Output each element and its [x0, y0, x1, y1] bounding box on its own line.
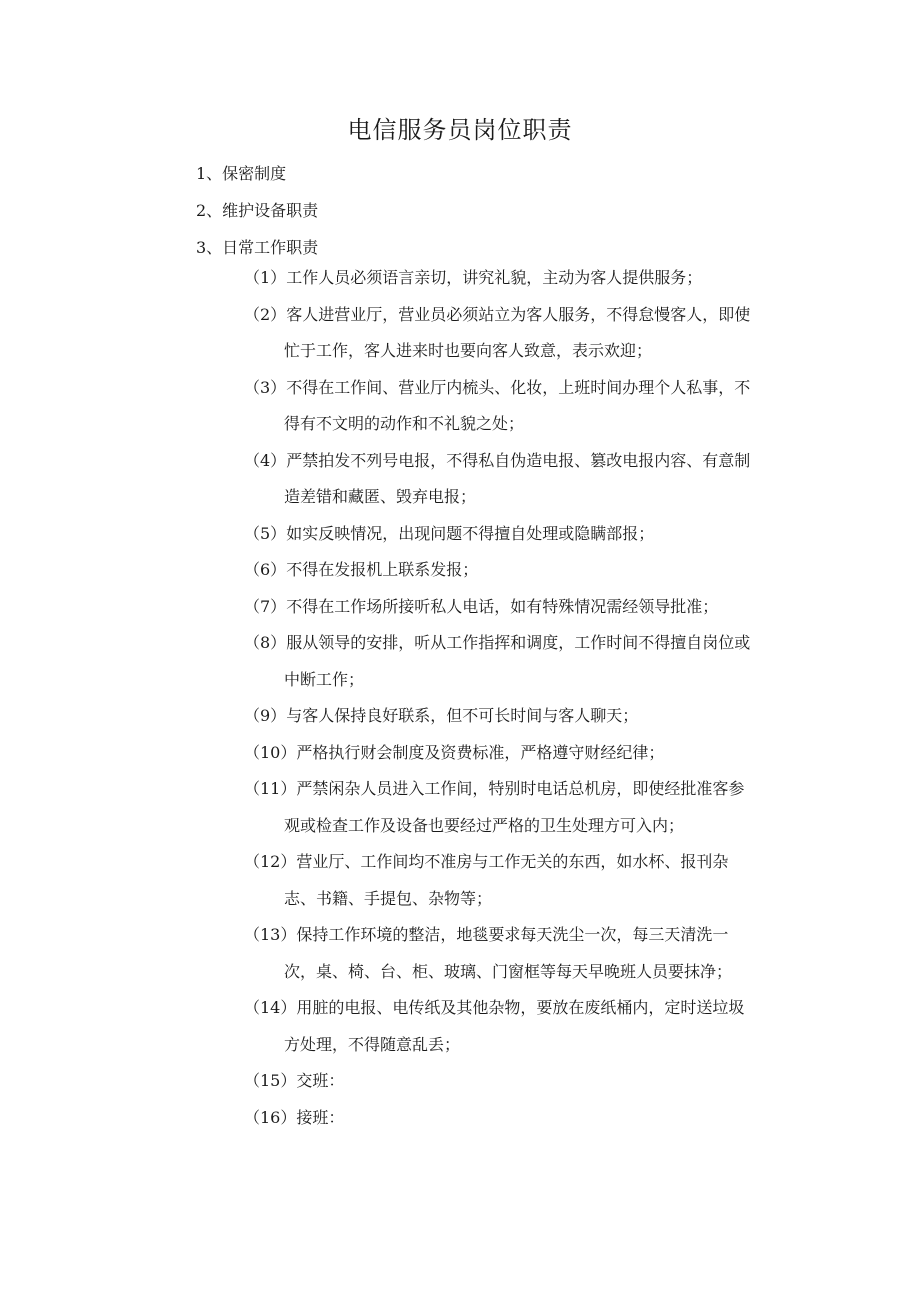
duty-item-line: 工作人员必须语言亲切，讲究礼貌，主动为客人提供服务； — [286, 268, 703, 287]
duty-item-number: （10） — [244, 742, 297, 762]
duty-item-text — [286, 370, 750, 443]
duty-item — [244, 625, 804, 698]
duty-item-text — [284, 844, 729, 917]
duty-item-line: 志、书籍、手提包、杂物等； — [284, 888, 493, 908]
duty-item-text — [286, 552, 478, 589]
duty-item — [244, 1100, 804, 1137]
duty-item — [244, 844, 804, 917]
duty-item-text — [286, 516, 654, 553]
duty-item-text — [286, 443, 750, 516]
duty-item-line: 方处理，不得随意乱丢； — [284, 1034, 461, 1054]
duty-item — [244, 1063, 804, 1100]
duty-item-line: 造差错和藏匿、毁弃电报； — [284, 487, 477, 506]
duty-item — [244, 516, 804, 553]
duty-item — [244, 735, 804, 772]
duty-item — [244, 552, 804, 589]
section-heading: 2、维护设备职责 — [196, 201, 319, 220]
duty-item-text — [286, 625, 750, 698]
duty-item — [244, 771, 804, 844]
duty-item-text — [286, 698, 638, 735]
duty-item-text — [284, 990, 745, 1063]
duty-item-line: 不得在发报机上联系发报； — [286, 560, 479, 579]
duty-item — [244, 698, 804, 735]
duty-item-line: 服从领导的安排，听从工作指挥和调度，工作时间不得擅自岗位或 — [286, 633, 751, 652]
duty-item-text — [286, 297, 750, 370]
duty-item-number: （7） — [244, 596, 287, 616]
duty-item — [244, 917, 804, 990]
duty-item-line: 接班： — [296, 1107, 345, 1127]
duty-item-number: （15） — [244, 1071, 297, 1090]
duty-item-text — [286, 260, 702, 297]
duty-item-number: （11） — [244, 779, 297, 798]
duty-item-line: 客人进营业厅，营业员必须站立为客人服务，不得怠慢客人，即使 — [286, 304, 751, 324]
duty-item-text — [284, 771, 745, 844]
duty-item-list — [244, 260, 804, 1136]
duty-item-line: 保持工作环境的整洁，地毯要求每天洗尘一次，每三天清洗一 — [296, 925, 729, 944]
duty-item-number: （3） — [244, 377, 287, 397]
section-list — [196, 155, 796, 266]
duty-item-number: （6） — [244, 560, 287, 579]
duty-item — [244, 297, 804, 370]
duty-item — [244, 260, 804, 297]
duty-item-line: 次，桌、椅、台、柜、玻璃、门窗框等每天早晚班人员要抹净； — [284, 961, 733, 981]
duty-item-line: 交班： — [296, 1071, 345, 1090]
duty-item-line: 严格执行财会制度及资费标准，严格遵守财经纪律； — [296, 742, 665, 762]
duty-item-line: 与客人保持良好联系，但不可长时间与客人聊天； — [286, 706, 639, 725]
duty-item-line: 用脏的电报、电传纸及其他杂物，要放在废纸桶内，定时送垃圾 — [296, 998, 745, 1017]
duty-item-number: （8） — [244, 633, 287, 652]
duty-item-line: 得有不文明的动作和不礼貌之处； — [284, 414, 525, 433]
duty-item-line: 如实反映情况，出现问题不得擅自处理或隐瞒部报； — [286, 523, 655, 543]
duty-item-number: （1） — [244, 268, 287, 287]
duty-item-line: 观或检查工作及设备也要经过严格的卫生处理方可入内； — [284, 815, 685, 835]
duty-item-line: 营业厅、工作间均不准房与工作无关的东西，如水杯、报刊杂 — [296, 852, 729, 871]
duty-item-text — [284, 917, 733, 990]
duty-item-line: 不得在工作场所接听私人电话，如有特殊情况需经领导批准； — [286, 596, 719, 616]
duty-item — [244, 370, 804, 443]
duty-item-number: （13） — [244, 925, 297, 944]
duty-item — [244, 443, 804, 516]
duty-item-number: （9） — [244, 706, 287, 725]
section-heading: 3、日常工作职责 — [196, 238, 319, 257]
duty-item-text — [286, 589, 718, 626]
duty-item-line: 中断工作； — [284, 669, 365, 689]
duty-item-text — [296, 1063, 344, 1100]
duty-item-number: （4） — [244, 450, 287, 470]
duty-item-text — [296, 735, 664, 772]
duty-item-number: （2） — [244, 304, 287, 324]
duty-item-number: （12） — [244, 852, 297, 871]
duty-item-number: （14） — [244, 998, 297, 1017]
duty-item-line: 不得在工作间、营业厅内梳头、化妆，上班时间办理个人私事，不 — [286, 377, 751, 397]
duty-item-line: 严禁闲杂人员进入工作间，特别时电话总机房，即使经批准客参 — [296, 779, 745, 798]
duty-item — [244, 990, 804, 1063]
duty-item-line: 严禁拍发不列号电报，不得私自伪造电报、篡改电报内容、有意制 — [286, 450, 751, 470]
duty-item-text — [296, 1100, 344, 1137]
duty-item-line: 忙于工作，客人进来时也要向客人致意，表示欢迎； — [284, 341, 653, 360]
section-heading: 1、保密制度 — [196, 164, 287, 183]
page-title: 电信服务员岗位职责 — [347, 116, 573, 144]
duty-item-number: （5） — [244, 523, 287, 543]
duty-item — [244, 589, 804, 626]
duty-item-number: （16） — [244, 1107, 297, 1127]
